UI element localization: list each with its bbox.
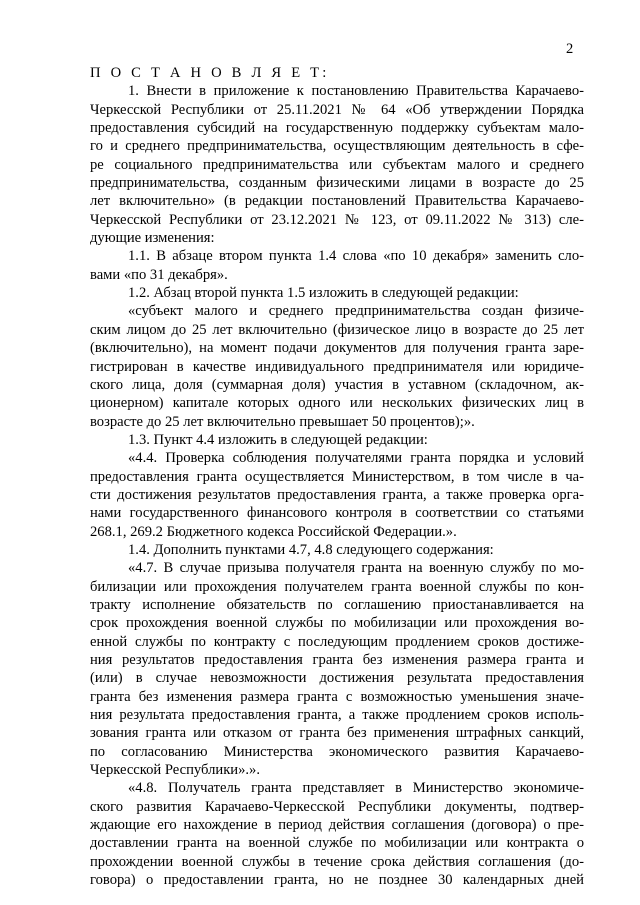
- text-line: ским лицом до 25 лет включительно (физическое лицо в возрасте до 25 лет: [90, 321, 584, 338]
- text-line: ре социального предпринимательства или субъектам малого и среднего: [90, 156, 584, 173]
- text-line: ционерном) капитале которых одного или нескольких физических лиц в: [90, 395, 584, 412]
- text-line: (или) в случае невозможности достижения результата предоставления: [90, 670, 584, 687]
- text-line: вами «по 31 декабря».: [90, 266, 228, 283]
- heading-text: П О С Т А Н О В Л Я Е Т:: [90, 65, 330, 81]
- text-line: по согласованию Министерства экономического развития Карачаево-: [90, 743, 584, 760]
- text-line: тракту исполнение обязательств по соглашению приостанавливается на: [90, 596, 584, 613]
- text-line: срок прохождения военной службы по мобилизации или прохождения во-: [90, 615, 584, 632]
- text-line: билизации или прохождения получателем гранта военной службы по кон-: [90, 578, 584, 595]
- text-line: Черкесской Республики».».: [90, 762, 260, 779]
- text-line: предпринимательства, созданным физическими лицами в возрасте до 25: [90, 175, 584, 192]
- text-line: Черкесской Республики от 25.11.2021 № 64 «Об утверждении Порядка: [90, 101, 584, 118]
- text-line: доставлении гранта на военной службе по мобилизации или контракта о: [90, 835, 584, 852]
- text-line: говора) о предоставлении гранта, но не позднее 30 календарных дней: [90, 872, 584, 889]
- text-line: ждающие его нахождение в период действия соглашения (договора) о пре-: [90, 817, 584, 834]
- text-line: ского развития Карачаево-Черкесской Республики документы, подтвер-: [90, 798, 584, 815]
- text-line: «субъект малого и среднего предпринимательства создан физиче-: [128, 303, 584, 320]
- text-line: 1.3. Пункт 4.4 изложить в следующей редакции:: [128, 431, 428, 448]
- text-line: зования гранта или отказом от гранта без применения штрафных санкций,: [90, 725, 584, 742]
- text-line: «4.4. Проверка соблюдения получателями гранта порядка и условий: [128, 450, 584, 467]
- text-line: 268.1, 269.2 Бюджетного кодекса Российской Федерации.».: [90, 523, 457, 540]
- text-line: прохождении военной службы в течение срока действия соглашения (до-: [90, 853, 584, 870]
- text-line: 1.1. В абзаце втором пункта 1.4 слова «по 10 декабря» заменить сло-: [128, 248, 584, 265]
- page-number: 2: [566, 41, 574, 57]
- text-line: нами государственного финансового контроля в соответствии со статьями: [90, 505, 584, 522]
- text-line: 1.2. Абзац второй пункта 1.5 изложить в следующей редакции:: [128, 285, 519, 302]
- text-line: го и среднего предпринимательства, осуществляющим деятельность в сфе-: [90, 138, 584, 155]
- text-line: «4.7. В случае призыва получателя гранта на военную службу по мо-: [128, 560, 584, 577]
- text-line: ского лица, доля (суммарная доля) участия в уставном (складочном, ак-: [90, 376, 584, 393]
- text-line: 1. Внести в приложение к постановлению Правительства Карачаево-: [128, 83, 584, 100]
- text-line: предоставления субсидий на государственную поддержку субъектам мало-: [90, 120, 584, 137]
- text-line: «4.8. Получатель гранта представляет в Министерство экономиче-: [128, 780, 584, 797]
- text-line: сти достижения результатов предоставления гранта, а также проверка орга-: [90, 486, 584, 503]
- text-line: дующие изменения:: [90, 230, 215, 247]
- text-line: (включительно), на момент подачи документов для получения гранта заре-: [90, 340, 584, 357]
- document-body: [90, 64, 584, 889]
- text-line: гистрирован в качестве индивидуального предпринимателя или юридиче-: [90, 358, 584, 375]
- text-line: лет включительно» (в редакции постановлений Правительства Карачаево-: [90, 193, 584, 210]
- text-line: предоставления гранта осуществляется Министерством, в том числе в ча-: [90, 468, 584, 485]
- text-line: возрасте до 25 лет включительно превышает 50 процентов);».: [90, 413, 475, 430]
- text-line: енной службы по контракту с последующим продлением сроков достиже-: [90, 633, 584, 650]
- text-line: гранта без изменения размера гранта с возможностью уменьшения значе-: [90, 688, 584, 705]
- text-line: ния результата предоставления гранта, а также продлением сроков исполь-: [90, 707, 584, 724]
- text-line: ния результатов предоставления гранта без изменения размера гранта и: [90, 652, 584, 668]
- text-line: Черкесской Республики от 23.12.2021 № 123, от 09.11.2022 № 313) сле-: [90, 211, 584, 228]
- text-line: 1.4. Дополнить пунктами 4.7, 4.8 следующего содержания:: [128, 541, 494, 558]
